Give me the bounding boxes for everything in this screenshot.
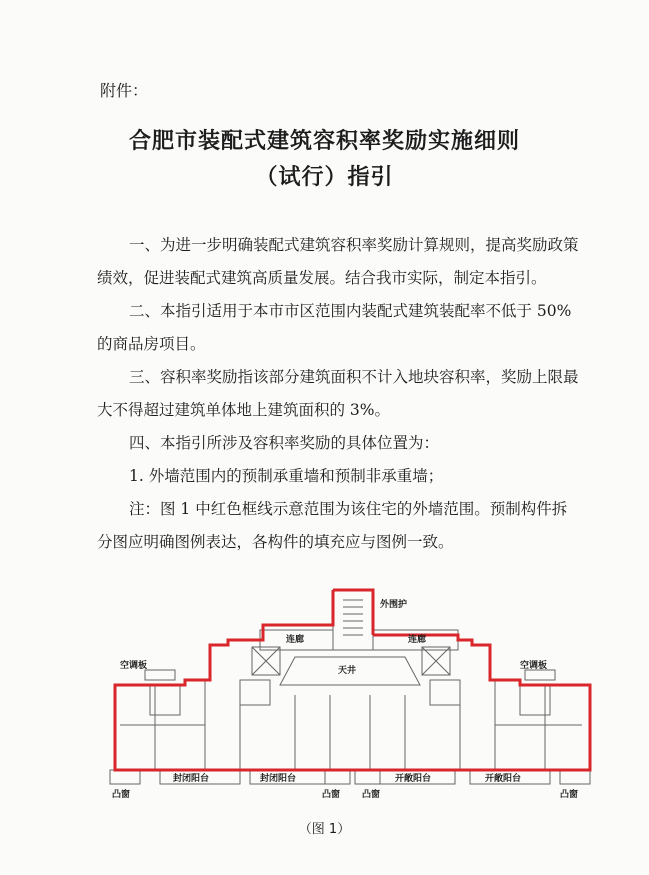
label-open-balcony-2: 开敞阳台	[485, 774, 522, 784]
paragraph-5: 1. 外墙范围内的预制承重墙和预制非承重墙；	[129, 467, 444, 485]
document-title-line1: 合肥市装配式建筑容积率奖励实施细则	[128, 129, 520, 154]
floor-plan-figure	[100, 585, 600, 810]
label-open-balcony-1: 开敞阳台	[395, 774, 432, 784]
label-closed-balcony-2: 封闭阳台	[260, 774, 297, 784]
body-text	[97, 229, 582, 559]
label-bay-3: 凸窗	[362, 790, 381, 800]
label-bay-4: 凸窗	[560, 790, 579, 800]
floor-plan-drawing	[100, 585, 600, 810]
paragraph-3: 三、容积率奖励指该部分建筑面积不计入地块容积率，奖励上限最大不得超过建筑单体地上建筑面积的 3%。	[97, 368, 579, 419]
label-corridor-right: 连廊	[408, 635, 427, 645]
label-bay-2: 凸窗	[322, 790, 341, 800]
attachment-label: 附件：	[100, 81, 149, 100]
document-title-line2: （试行）指引	[255, 165, 394, 190]
figure-caption: （图 1）	[298, 822, 351, 837]
label-corridor-left: 连廊	[286, 635, 305, 645]
label-patio: 天井	[338, 666, 357, 676]
label-closed-balcony-1: 封闭阳台	[173, 774, 210, 784]
paragraph-4: 四、本指引所涉及容积率奖励的具体位置为：	[129, 434, 440, 452]
paragraph-2: 二、本指引适用于本市市区范围内装配式建筑装配率不低于 50%的商品房项目。	[97, 302, 572, 353]
exterior-wall-boundary	[115, 590, 590, 770]
paragraph-6: 注：图 1 中红色框线示意范围为该住宅的外墙范围。预制构件拆分图应明确图例表达，各构件的填充应与图例一致。	[97, 500, 568, 551]
plan-walls	[110, 590, 590, 784]
label-ac-left: 空调板	[120, 661, 148, 671]
label-bay-1: 凸窗	[112, 790, 131, 800]
label-ac-right: 空调板	[520, 661, 548, 671]
label-outer-guard: 外围护	[380, 600, 408, 610]
paragraph-1: 一、为进一步明确装配式建筑容积率奖励计算规则，提高奖励政策绩效，促进装配式建筑高质量发展。结合我市实际，制定本指引。	[97, 236, 579, 287]
